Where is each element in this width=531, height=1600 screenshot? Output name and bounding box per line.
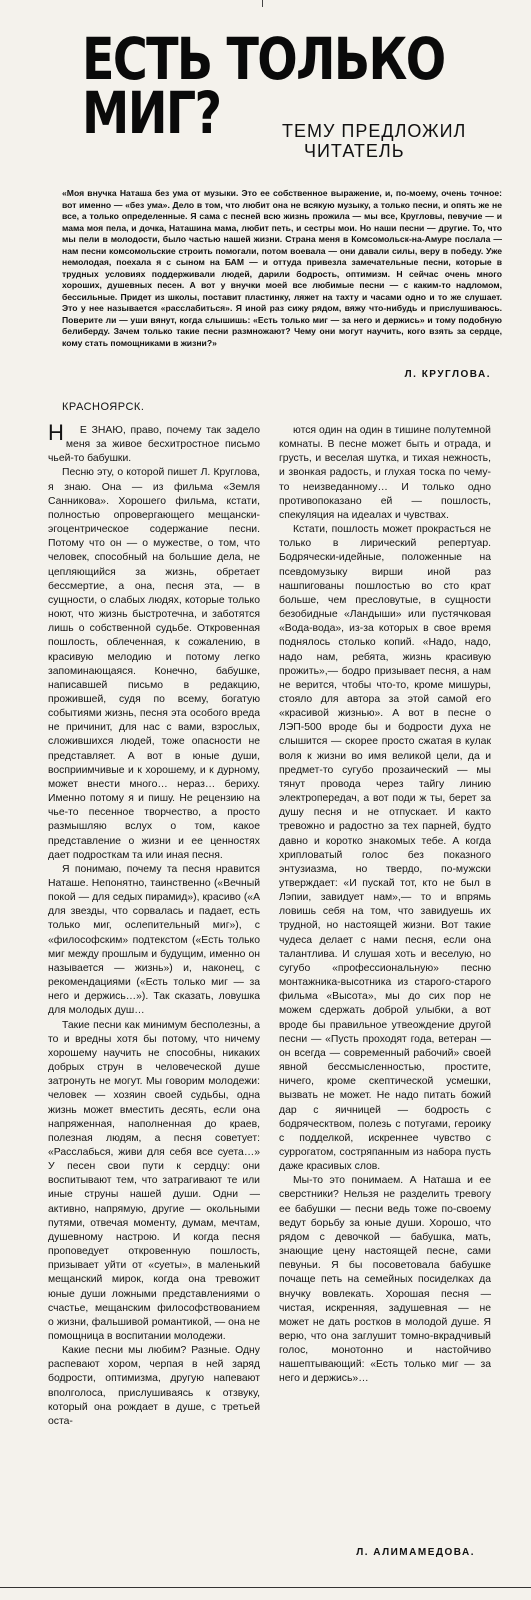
article-column-left bbox=[48, 424, 260, 1584]
letter-author: Л. КРУГЛОВА. bbox=[404, 369, 491, 380]
rubric-subtitle bbox=[282, 121, 482, 161]
article-paragraph: Я понимаю, почему та песня нравится Наташе. Непонятно, таинственно («Вечный покой — для седых пирамид»), красиво («А для звезды, что сорвалась и падает, есть только миг, ослепительный миг»), с «философским» подтекстом («Есть только миг между прошлым и будущим, именно он называется — жизнь») и, наконец, с рекомендациями («Есть только миг — за него и держись…»). Так сказать, ловушка для молодых душ… bbox=[48, 863, 260, 1017]
subtitle-line-2: ЧИТАТЕЛЬ bbox=[304, 141, 405, 161]
article-paragraph: Н Е ЗНАЮ, право, почему так задело меня за живое бесхитростное письмо чьей-то бабушки. bbox=[48, 424, 260, 466]
headline-line-2: МИГ? bbox=[82, 79, 221, 147]
article-author: Л. АЛИМАМЕДОВА. bbox=[350, 1547, 475, 1558]
article-paragraph: Песню эту, о которой пишет Л. Круглова, я знаю. Она — из фильма «Земля Санникова». Хорошего фильма, кстати, полностью опровергающего мещански-эгоцентрическое содержание песни. Потому что он — о мужестве, о том, что человек, способный на большие дела, не цепляющийся за жизнь, обретает бессмертие, а она, песня эта, — в сущности, о слабых людях, которые только ноют, что жизнь быстротечна, и заботятся лишь о собственной судьбе. Откровенная пошлость, облеченная, к сожалению, в красивую мелодию и потому легко запоминающаяся. Конечно, бабушке, написавшей письмо в редакцию, прожившей, судя по всему, богатую событиями жизнь, песня эта особого вреда не причинит, для нас с вами, взрослых, сложившихся людей, тоже опасности не представляет. А вот в юные души, восприимчивые и к хорошему, и к дурному, может внести много… нераз… бериху. Именно потому я и пишу. Не рецензию на чье-то песенное творчество, а просто размышляю вслух о том, какое представление о жизни и ее ценностях дает подросткам та или иная песня. bbox=[48, 467, 260, 861]
article-column-right bbox=[279, 424, 491, 1584]
top-crop-mark bbox=[262, 0, 263, 7]
drop-cap: Н bbox=[48, 424, 64, 445]
reader-letter-lead: «Моя внучка Наташа без ума от музыки. Это ее собственное выражение, и, по-моему, очень точное: вот именно — «без ума». Дело в том, что любит она не всякую музыку, а только песни, и опять же не все, а только определенные. Я сама с песней всю жизнь прожила — мы все, Кругловы, певучие — и мама моя пела, и дочка, Наташина мама, любит петь, и сестры мои. Но наши песни — другие. То, что мы пели в молодости, было частью нашей жизни. Страна меня в Комсомольск-на-Амуре послала — нам песни комсомольские строить помогали, потом воевала — они давали силы, веру в победу. Уже немолодая, поехала я с сыном на БАМ — и оттуда привезла замечательные песни, которые в трудных условиях поддерживали людей, дарили бодрость, оптимизм. Н сейчас очень много хороших, душевных песен. А вот у внучки моей все любимые песни — с каким-то надломом, бессильные. Придет из школы, поставит пластинку, ляжет на тахту и часами одно и то же слушает. Это у нее называется «расслабиться». Я иной раз сижу рядом, вяжу что-нибудь и прислушиваюсь. Поверите ли — уши вянут, когда слышишь: «Есть только миг — за него и держись» и тому подобную белиберду. Зачем только такие песни размножают? Чему они могут научить, кого взять за сердце, кому стать помощниками в жизни?» bbox=[62, 188, 502, 348]
article-paragraph: Кстати, пошлость может прокрасться не только в лирический репертуар. Бодрячески-идейные, положенные на псевдомузыку вирши иной раз нашпигованы пошлостью во сто крат больше, чем пресловутые, в сущности безобидные «Ландыши» или пустячковая «Вода-вода», из-за которых в свое время поднялось столько копий. «Надо, надо, надо нам, ребята, жизнь красивую прожить»,— бодро призывает песня, а нам не верится, чтобы что-то, кроме мишуры, стояло для автора за этой самой его «красивой жизнью». А вот в песне о ЛЭП-500 вроде бы и бодрости духа не слышится — скорее просто сжатая в кулак воля к жизни во имя великой цели, да и предмет-то сугубо прозаический — мы тянут провода через тайгу линию электропередач, а вот поди ж ты, берет за душу песня и не отпускает. И както тревожно и радостно за тех парней, будто давно и коротко знакомых тебе. А когда хрипловатый голос без показного энтузиазма, но твердо, по-мужски утверждает: «И пускай тот, кто не был в Лэпии, завидует нам»,— то и впрямь ловишь себя на том, что завидуешь их трудной, но настоящей жизни. Вот такие чудеса делает с нами песня, если она талантлива. И слушая хоть и веселую, но сугубо «профессиональную» песню монтажника-высотника из старого-старого фильма «Высота», мы до сих пор не можем сдержать доброй улыбки, а вот вроде бы правильное утвеождение другой песни — «Пусть проходят года, ветеран — он всегда — современный рабочий» своей явной бессмысленностью, простите, ничего, кроме скептической усмешки, вызвать не может. Не надо питать божий дар с яичницей — бодрость с бодряческтвом, полезь с потугами, героику с подделкой, искреннее чувство с суррогатом, состряпанным из набора пусть даже красивых слов. bbox=[279, 524, 491, 1173]
dateline: КРАСНОЯРСК. bbox=[62, 401, 145, 413]
article-paragraph: Такие песни как минимум бесполезны, а то и вредны хотя бы потому, что ничему хорошему научить не способны, никаких добрых струн в человеческой душе затронуть не могут. Мы говорим молодежи: человек — хозяин своей судьбы, одна жизнь может вместить десять, если она напряженная, наполненная до краев, полезная людям, а песня советует: «Расслабься, живи для себя все суета…» У песен свои пути к сердцу: они воспитывают тем, что затрагивают те или иные струны нашей души. Одни — активно, напрямую, другие — окольными путями, отвечая моменту, думам, мечтам, душевному настрою. И когда песня проповедует откровенную пошлость, призывает уйти от «суеты», в маленький мещанский мирок, когда она тревожит юные души ложными представлениями о счастье, мещанским философствованием о жизни, фальшивой романтикой, — она не помощница в воспитании молодежи. bbox=[48, 1019, 260, 1342]
subtitle-line-1: ТЕМУ ПРЕДЛОЖИЛ bbox=[282, 121, 467, 141]
article-paragraph: ются один на один в тишине полутемной комнаты. В песне может быть и отрада, и грусть, и веселая шутка, и тихая нежность, и звонкая радость, и глухая тоска по чему-то неизведанному… И только одно противопоказано ей — пошлость, спекуляция на идеалах и чувствах. bbox=[279, 425, 491, 521]
headline-line-1: ЕСТЬ ТОЛЬКО bbox=[82, 25, 445, 93]
article-paragraph: Какие песни мы любим? Разные. Одну распевают хором, черпая в ней заряд бодрости, оптимизма, другую напевают вполголоса, прислушиваясь к отзвуку, который она рождает в душе, с третьей оста- bbox=[48, 1345, 260, 1427]
bottom-rule bbox=[0, 1587, 531, 1588]
article-paragraph: Мы-то это понимаем. А Наташа и ее сверстники? Нельзя не разделить тревогу ее бабушки — песни ведь тоже по-своему ведут борьбу за юные души. Хорошо, что рядом с девочкой — бабушка, мать, знающие цену настоящей песне, сами певуньи. Я бы посоветовала бабушке почаще петь на семейных посиделках да внучку вовлекать. Хорошая песня — чистая, искренняя, задушевная — не может не дать ростков в молодой душе. Я верю, что она заглушит томно-вкрадчивый голос, монотонно и настойчиво нашептывающий: «Есть только миг — за него и держись»… bbox=[279, 1175, 491, 1385]
